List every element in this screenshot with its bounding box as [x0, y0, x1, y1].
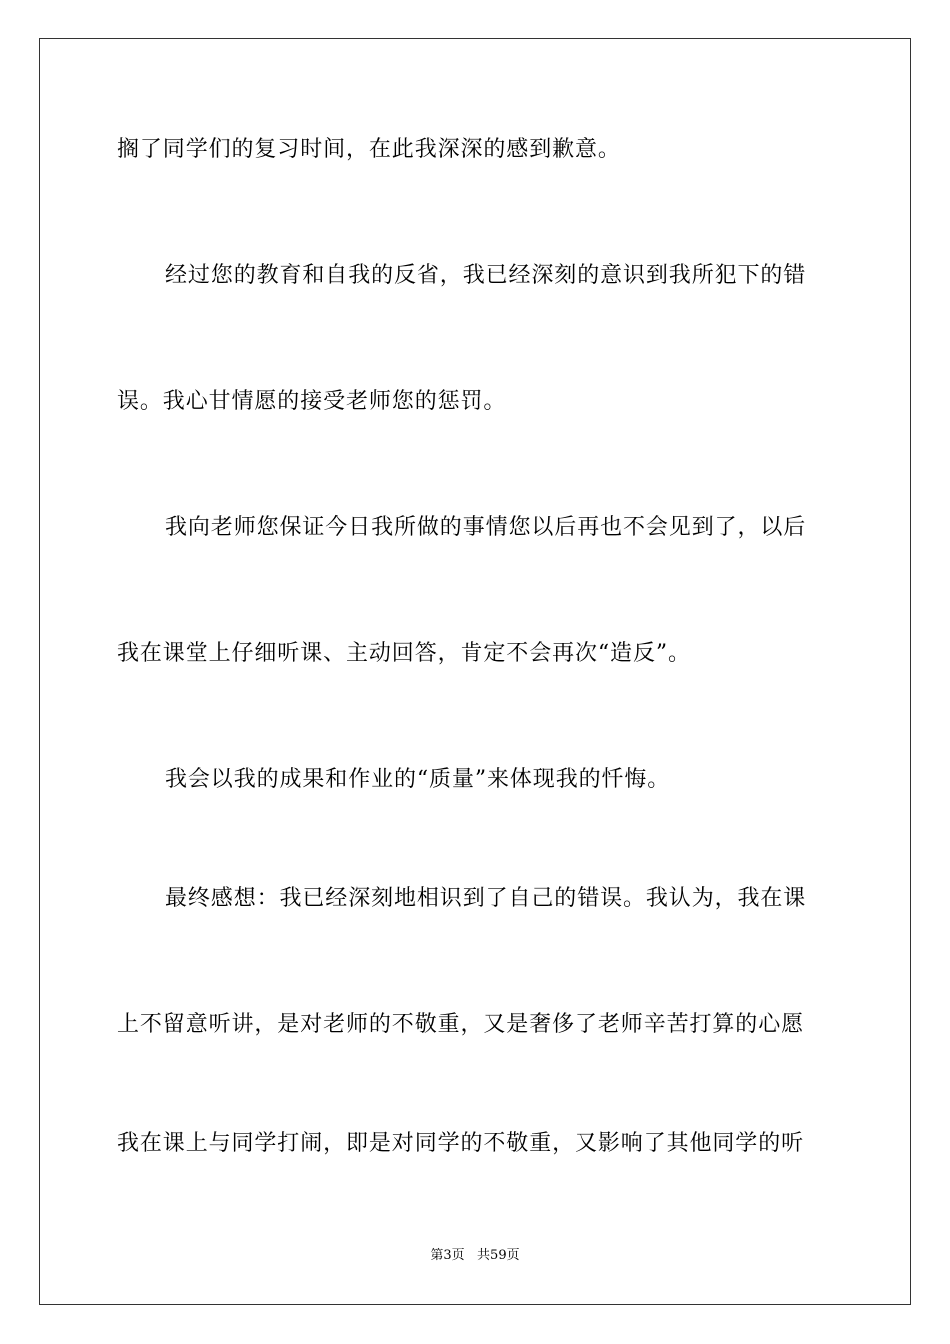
text-line-3: 误。我心甘情愿的接受老师您的惩罚。: [117, 389, 507, 414]
text-line-5: 我在课堂上仔细听课、主动回答，肯定不会再次“造反”。: [117, 641, 691, 666]
text-line-4: 我向老师您保证今日我所做的事情您以后再也不会见到了，以后: [165, 515, 807, 540]
text-line-1: 搁了同学们的复习时间，在此我深深的感到歉意。: [117, 137, 621, 162]
text-line-7: 最终感想：我已经深刻地相识到了自己的错误。我认为，我在课: [165, 886, 807, 911]
text-line-6: 我会以我的成果和作业的“质量”来体现我的忏悔。: [165, 767, 671, 792]
page-border: [39, 38, 911, 1305]
text-line-2: 经过您的教育和自我的反省，我已经深刻的意识到我所犯下的错: [165, 263, 807, 288]
text-line-9: 我在课上与同学打闹，即是对同学的不敬重，又影响了其他同学的听: [117, 1131, 805, 1156]
text-line-8: 上不留意听讲，是对老师的不敬重，又是奢侈了老师辛苦打算的心愿: [117, 1012, 805, 1037]
page-footer: 第3页 共59页: [430, 1248, 520, 1263]
